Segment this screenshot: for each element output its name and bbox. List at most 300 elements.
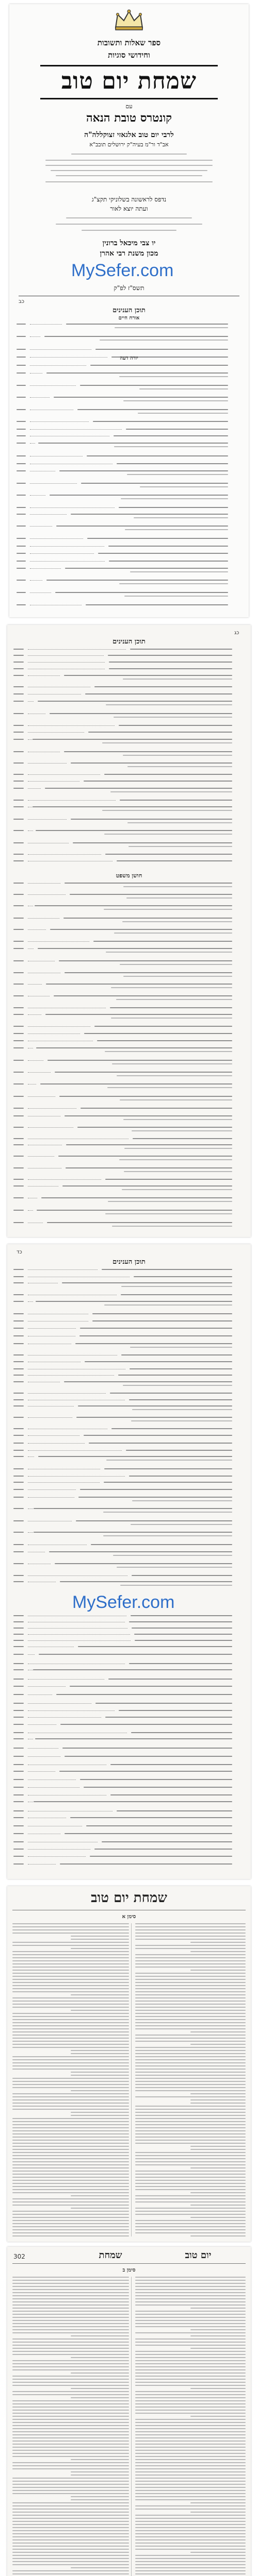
text-line [47,1222,232,1223]
text-line [80,385,228,386]
text-line [34,1508,232,1509]
text-line [12,2314,129,2315]
text-line [13,1703,24,1704]
text-line [17,385,26,386]
leader-dots [28,1628,127,1629]
text-line [12,2223,129,2224]
text-line [12,2174,129,2175]
text-line [135,2536,246,2537]
text-line [104,1304,232,1306]
text-line [12,1954,129,1955]
text-line [85,693,232,694]
text-line [135,1936,246,1937]
text-line [12,2342,129,2343]
text-line [135,2130,246,2131]
text-line [12,2186,129,2187]
text-line [71,2208,129,2209]
leader-dots [28,984,42,985]
text-line [12,2028,129,2029]
text-line [135,2183,246,2184]
text-line [135,2096,246,2097]
text-line [12,2137,129,2138]
text-line [190,2031,246,2032]
text-line [135,2201,246,2202]
text-line [71,2459,129,2460]
text-line [135,1982,246,1983]
text-line [12,2332,129,2333]
text-line [135,2558,246,2559]
text-line [13,1144,24,1145]
text-line [71,2357,129,2358]
leader-dots [30,561,105,562]
text-line [12,2298,129,2299]
text-line [77,1127,232,1128]
text-line [59,1096,232,1097]
text-line [12,2211,129,2212]
text-line [12,2573,129,2574]
text-line [12,1951,129,1952]
text-line [13,1544,24,1545]
text-line [13,1138,24,1139]
text-line [122,921,232,922]
text-line [13,1482,24,1483]
text-line [13,655,24,656]
text-line [135,2410,246,2411]
leader-dots [28,1640,131,1641]
text-line [12,2376,129,2377]
text-line [12,2379,129,2380]
leader-dots [28,1756,60,1757]
text-line [123,1385,232,1386]
text-line [12,1923,129,1924]
text-line [114,435,228,436]
text-line [13,1393,24,1394]
text-line [12,1929,129,1930]
text-line [93,941,232,942]
leader-dots [28,1108,76,1109]
text-line [13,1621,24,1622]
text-line [13,995,24,996]
leader-dots [30,443,35,444]
text-line [13,1197,24,1198]
text-line [13,1405,24,1406]
text-line [124,1148,232,1149]
text-line [190,2103,246,2104]
main-title: שמחת יום טוב [61,68,197,94]
text-line [12,2214,129,2215]
text-line [12,2345,129,2346]
leader-dots [28,675,60,676]
leader-dots [30,580,42,581]
text-line [135,2323,246,2324]
text-line [66,217,192,218]
text-line [135,2475,246,2476]
text-line [13,948,24,949]
text-line [13,1856,24,1857]
text-line [12,2062,129,2063]
text-line [12,2304,129,2306]
toc-scan-2 [0,621,258,1239]
text-line [13,751,24,752]
text-line [13,1276,24,1277]
text-line [13,1328,24,1329]
text-line [131,1732,232,1733]
text-line [117,1567,232,1568]
text-line [135,2078,246,2079]
text-line [13,1738,24,1739]
text-line [13,1435,24,1436]
text-line [119,376,228,377]
text-line [12,1982,129,1983]
leader-dots [28,1186,58,1187]
text-line [135,2376,246,2377]
text-line [190,2146,246,2147]
text-line [12,1985,129,1986]
text-line [13,1476,24,1477]
text-line [12,2084,129,2085]
text-line [55,1563,232,1564]
leader-dots [28,1654,35,1655]
text-line [135,2232,246,2233]
text-line [107,1087,232,1088]
text-page-2 [7,2247,251,2576]
text-line [12,2354,129,2355]
text-line [71,2050,129,2051]
text-line [17,372,26,374]
text-line [94,1849,232,1850]
text-line [135,2366,246,2367]
leader-dots [28,1710,115,1711]
text-line [123,755,232,756]
text-line [33,806,232,807]
text-line [71,2053,129,2054]
text-line [12,2301,129,2302]
text-line [133,1138,232,1139]
text-line [135,2004,246,2005]
text-line [54,397,228,398]
text-line [78,1497,232,1498]
text-line [12,2189,129,2190]
text-line [135,2028,246,2029]
text-line [55,592,228,593]
text-line [50,713,232,714]
text-line [102,1269,232,1270]
text-line [135,2357,246,2358]
text-line [105,854,232,855]
text-line [12,2041,129,2042]
text-line [135,2112,246,2113]
leader-dots [28,774,100,775]
text-line [104,1468,232,1469]
text-line [139,388,228,389]
leader-dots [28,1575,127,1576]
text-line [12,2292,129,2293]
text-line [12,2229,129,2230]
text-line [13,1748,24,1749]
text-line [135,2056,246,2057]
text-line [12,2103,129,2104]
text-line [13,774,24,775]
text-line [13,1833,24,1834]
text-line [35,1738,232,1739]
leader-dots [28,1634,130,1635]
text-line [12,2158,129,2159]
text-line [45,788,232,789]
text-line [12,2167,129,2168]
text-line [13,984,24,985]
leader-dots [30,421,89,422]
text-scan-1 [0,1883,258,2244]
text-line [12,2530,129,2531]
text-line [12,2536,129,2537]
text-line [114,717,232,718]
leader-dots [28,1856,86,1857]
text-line [190,2329,246,2330]
text-line [75,1343,232,1344]
text-line [129,1476,232,1477]
text-line [13,1399,24,1400]
text-line [116,999,232,1000]
text-line [190,2099,246,2100]
text-line [13,1646,24,1647]
text-line [135,2081,246,2082]
text-line [12,2527,129,2528]
leader-dots [30,349,91,350]
text-line [135,2369,246,2370]
text-line [46,984,232,985]
title-rule-bottom [40,98,218,99]
text-line [56,1694,232,1695]
leader-dots [28,1489,76,1490]
text-line [110,791,232,792]
text-line [12,1991,129,1992]
text-line [12,2038,129,2039]
leader-dots [28,894,66,895]
text-line [135,2515,246,2516]
text-line [13,1640,24,1641]
text-line [12,2518,129,2519]
text-line [111,987,232,988]
text-line [17,397,26,398]
running-title: שמחת יום טוב [91,1890,167,1906]
leader-dots [28,854,101,855]
text-line [12,2106,129,2107]
leader-dots [30,324,62,325]
text-line [135,2208,246,2209]
leader-dots [28,732,84,733]
text-line [12,2155,129,2156]
text-line [121,498,228,499]
text-line [13,1663,24,1664]
text-line [12,1976,129,1977]
text-line [64,1756,232,1757]
text-line [78,1646,232,1647]
text-line [88,732,232,733]
text-line [12,2437,129,2438]
text-line [190,2308,246,2309]
text-line [12,1960,129,1961]
text-line [17,324,26,325]
text-line [135,2292,246,2293]
text-line [102,1841,232,1842]
text-line [114,446,228,447]
text-line [123,976,232,977]
text-line [13,732,24,733]
text-line [12,1942,129,1943]
text-line [56,526,228,527]
text-line [134,1634,232,1635]
text-line [135,2050,246,2051]
text-line [17,470,26,471]
text-line [135,2075,246,2076]
text-line [135,2065,246,2066]
page-number: 302 [13,2253,25,2260]
text-line [13,1669,24,1670]
text-line [190,2192,246,2193]
text-line [135,2546,246,2547]
kuntres-title: קונטרס טובת הנאה [86,111,172,125]
text-line [12,2410,129,2411]
text-line [12,2093,129,2094]
text-line [135,2311,246,2312]
text-line [12,2465,129,2466]
text-line [13,1115,24,1116]
text-line [71,1948,129,1949]
text-line [81,483,228,484]
leader-dots [28,1417,72,1418]
text-line [13,1724,24,1725]
text-line [129,1621,232,1622]
text-line [135,2198,246,2199]
text-line [49,1551,232,1552]
text-line [13,1581,24,1582]
text-line [13,1520,24,1521]
text-line [190,2502,246,2503]
text-line [13,1787,24,1788]
leader-dots [30,538,83,539]
header-rule [12,2263,246,2264]
leader-dots [28,1301,33,1302]
leader-dots [30,429,122,430]
text-line [135,2570,246,2571]
leader-dots [28,1476,125,1477]
text-line [134,517,228,518]
text-line [12,2394,129,2395]
text-line [190,2167,246,2168]
text-line [135,2115,246,2116]
text-line [12,2493,129,2494]
text-line [12,2543,129,2544]
leader-dots [28,1694,52,1695]
text-line [36,1047,232,1048]
text-line [12,2308,129,2309]
text-line [17,592,26,593]
text-line [117,1810,232,1811]
leader-dots [28,941,89,942]
text-line [135,2444,246,2445]
text-line [190,2217,246,2218]
text-line [140,486,228,487]
text-line [135,2109,246,2110]
text-line [12,2311,129,2312]
text-line [110,1007,232,1008]
text-line [91,1544,232,1545]
text-line [12,2059,129,2060]
text-line [59,1771,232,1772]
leader-dots [28,800,116,801]
toc-subheading-2: יורה דעה [120,355,138,361]
text-line [41,1197,232,1198]
text-line [135,2304,246,2306]
text-line [59,470,228,471]
text-line [60,1581,232,1582]
book-type-line: ספר שאלות ותשובות [97,38,161,47]
text-line [135,1957,246,1958]
text-line [13,701,24,702]
text-line [12,2118,129,2119]
text-line [85,1361,232,1362]
text-line [64,1115,232,1116]
text-line [13,1313,24,1314]
text-line [13,649,24,650]
leader-dots [28,1269,98,1270]
text-line [12,2035,129,2036]
leader-dots [30,553,94,554]
text-line [97,1040,232,1041]
text-line [13,1047,24,1048]
text-line [135,2007,246,2008]
text-line [13,1732,24,1733]
text-line [12,2087,129,2088]
leader-dots [28,1864,56,1865]
text-line [66,1167,232,1168]
text-line [130,649,232,650]
text-line [12,2524,129,2525]
text-line [40,1083,232,1084]
text-line [121,1294,232,1295]
text-line [12,2146,129,2147]
leader-dots [28,1703,91,1704]
text-line [12,2564,129,2565]
text-line [12,1933,129,1934]
text-line [13,662,24,663]
text-line [135,2106,246,2107]
text-line [135,2084,246,2085]
text-line [71,1936,129,1937]
text-line [190,2348,246,2349]
text-line [92,1313,232,1314]
text-line [135,2428,246,2429]
text-line [135,2394,246,2395]
text-line [13,854,24,855]
leader-dots [28,788,41,789]
leader-dots [28,1060,43,1061]
text-line [135,2425,246,2426]
text-line [13,883,24,884]
text-line [135,2372,246,2374]
text-line [130,1368,232,1369]
leader-dots [28,1393,106,1394]
text-line [135,2385,246,2386]
text-line [135,1954,246,1955]
text-line [17,507,26,508]
text-line [135,2019,246,2020]
leader-dots [28,1679,104,1680]
text-page-1 [7,1886,251,2242]
text-line [135,2573,246,2574]
text-line [104,834,232,835]
text-line [135,2286,246,2287]
